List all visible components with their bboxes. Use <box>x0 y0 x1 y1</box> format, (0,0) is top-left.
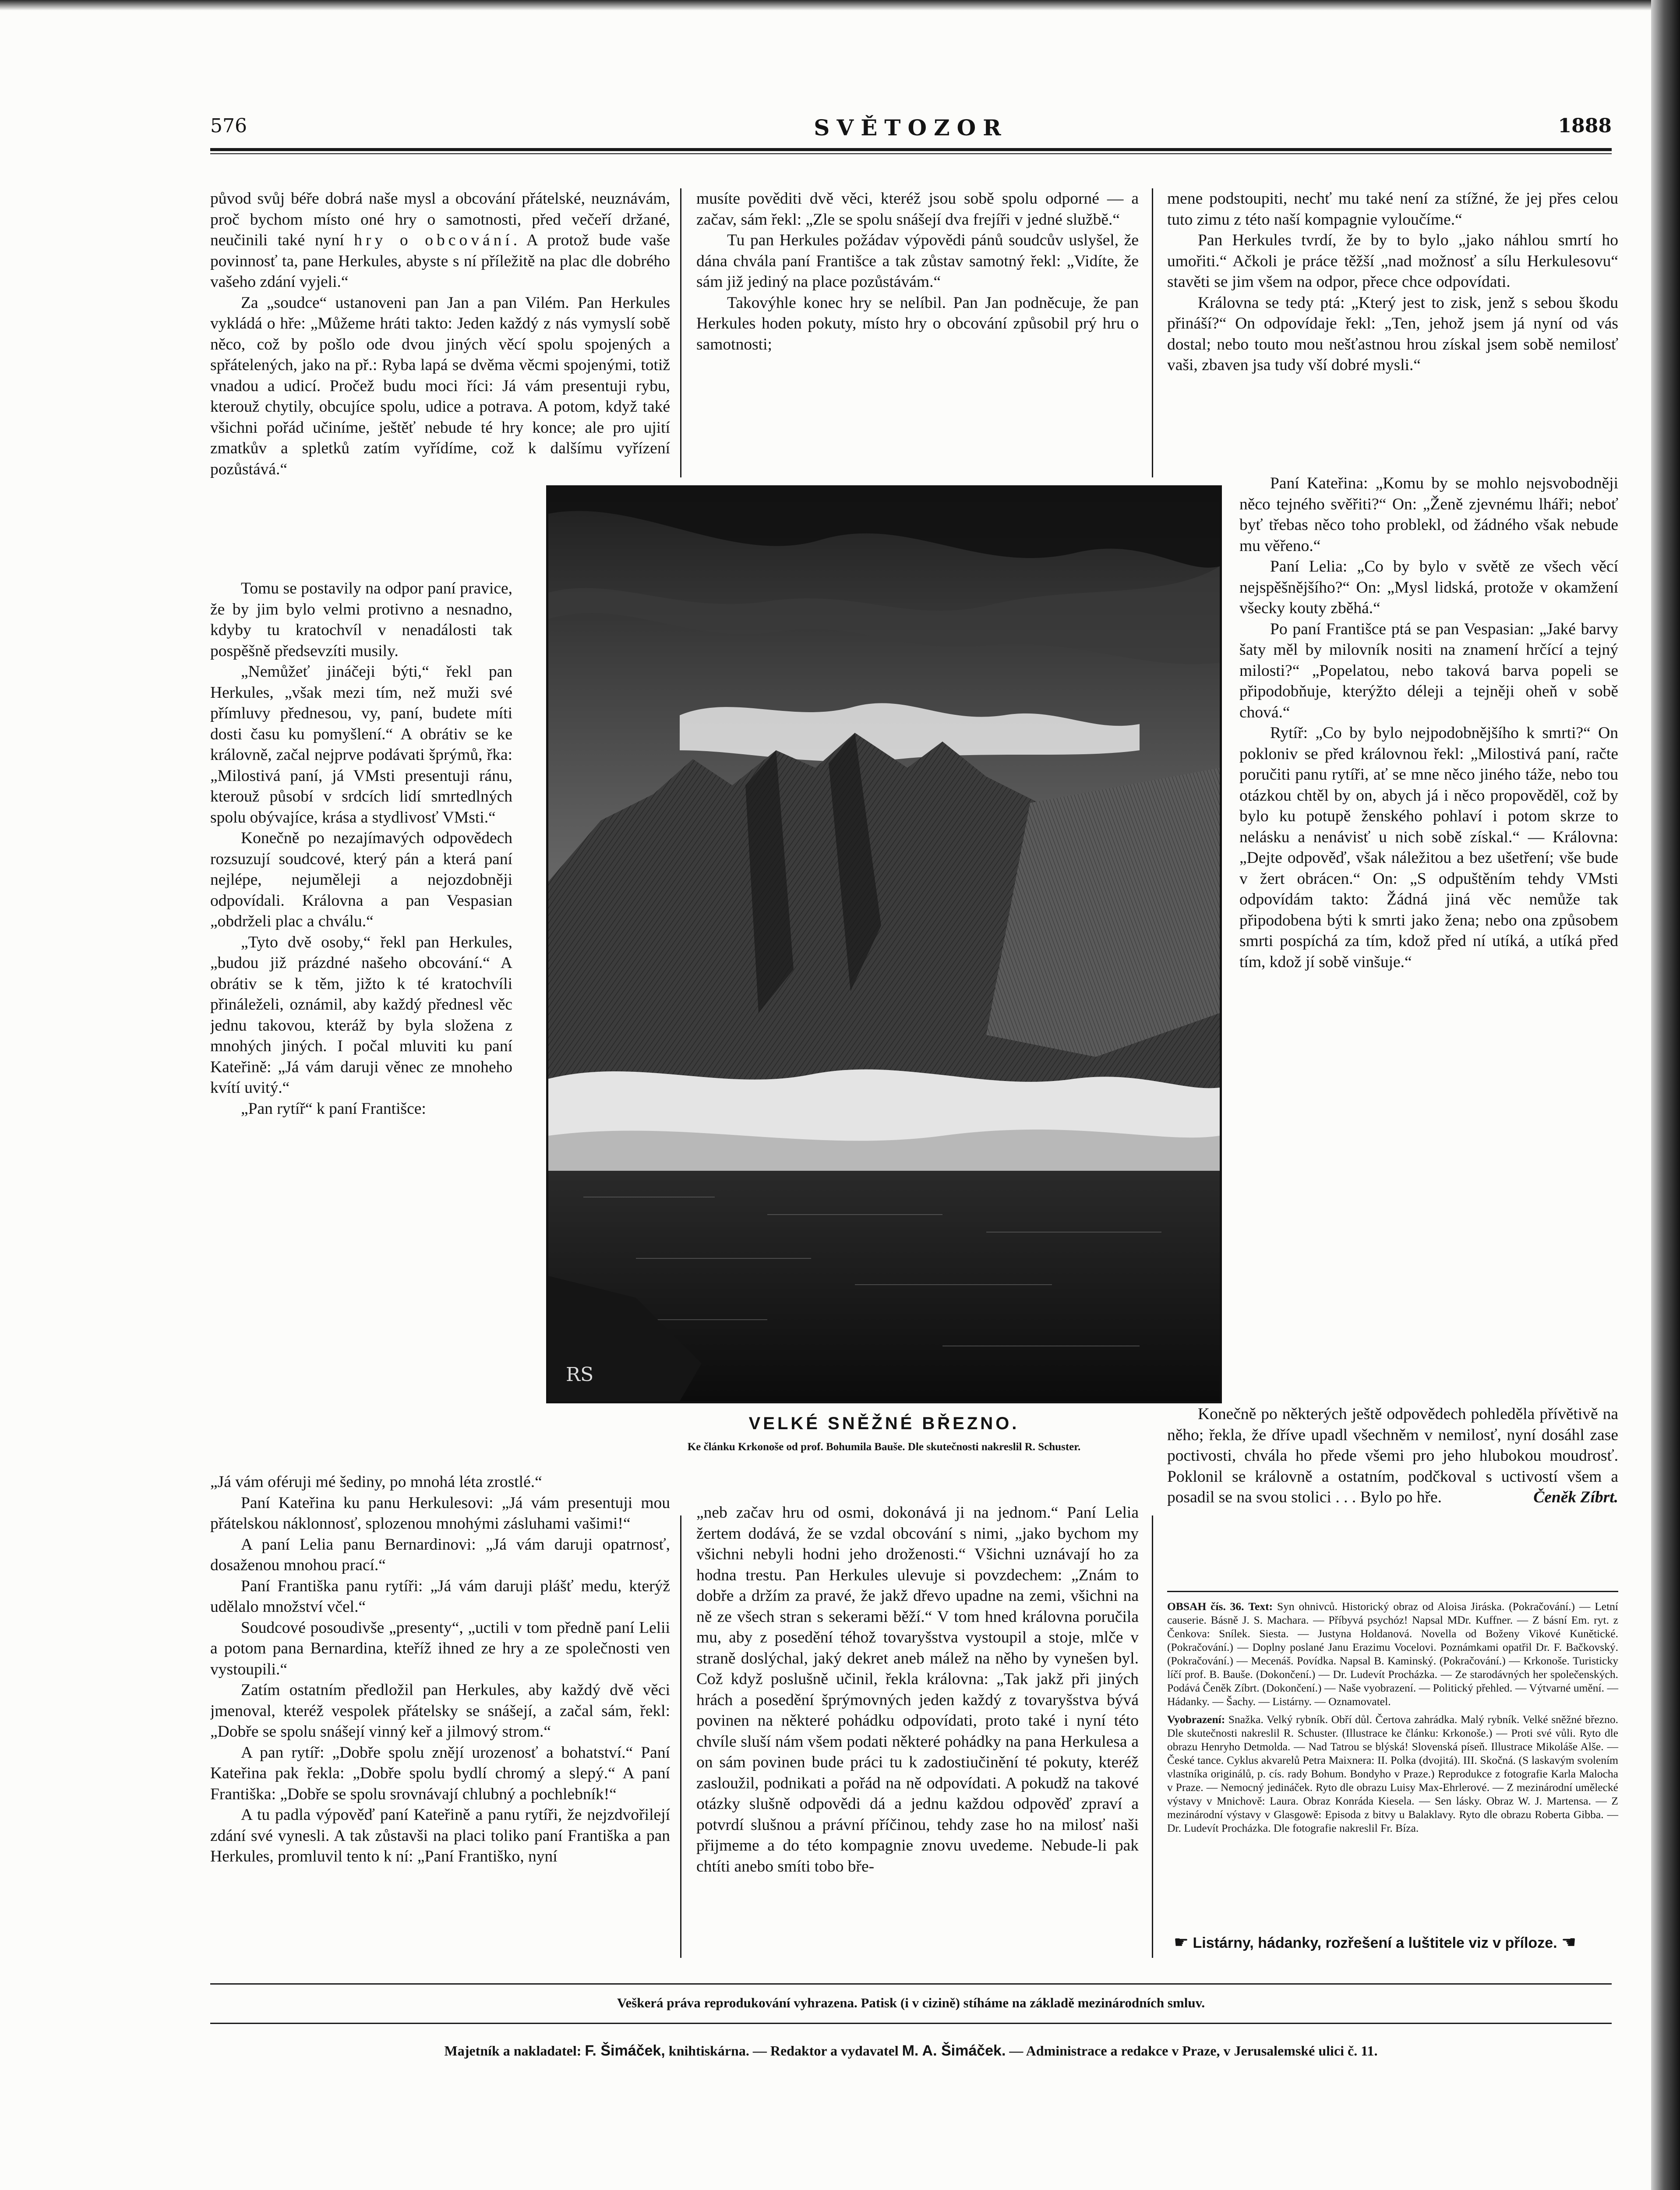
year-label: 1888 <box>1558 115 1612 137</box>
paragraph: mene podstoupiti, nechť mu také není za stížné, že jej přes celou tuto zimu z této naší kompagnie vyloučíme.“ <box>1167 190 1618 229</box>
paragraph: Tu pan Herkules požádav výpovědi pánů soudcův uslyšel, že dána chvála paní Františce a tak zůstav samotný řekl: „Vidíte, že sám již jediný na place pozůstávám.“ <box>696 231 1139 291</box>
column-3-lower <box>1167 1404 1618 1588</box>
paragraph: Paní Františka panu rytíři: „Já vám daruji plášť medu, kterýž udělalo množství včel.“ <box>210 1577 670 1616</box>
paragraph: Konečně po některých ještě odpovědech pohleděla přívětivě na něho; řekla, že dříve upadl všechněm v nemilosť, nyní dosáhl zase poctivosti, chvála ho přede všemi pro jeho hlubokou moudrosť. Poklonil se královně a ostatním, podčkoval s uctivostí všem a posadil se na svou stolici . . . Bylo po hře. Čeněk Zíbrt. <box>1167 1404 1618 1508</box>
supplement-note <box>1174 1932 1616 1953</box>
paragraph: Soudcové posoudivše „presenty“, „uctili v tom předně paní Lelii a potom pana Bernardina, kteříž ihned ze hry a ze společnosti ven vystoupili.“ <box>210 1618 670 1678</box>
paragraph: Zatím ostatním předložil pan Herkules, aby každý dvě věci jmenoval, kteréž vespolek přátelsky se snášejí, a začal sám, řekl: „Dobře se spolu snášejí vinný keř a jilmový strom.“ <box>210 1681 670 1741</box>
paragraph: Tomu se postavily na odpor paní pravice, že by jim bylo velmi protivno a nesnadno, kdyby tu kratochvíl v nenadálosti tak pospěšně předsevzíti musily. <box>210 579 512 660</box>
artist-monogram: RS <box>566 1363 594 1386</box>
column-1-lower <box>210 1472 670 1958</box>
column-divider <box>680 1515 681 1958</box>
imprint: Majetník a nakladatel: F. Šimáček, knihtiskárna. — Redaktor a vydavatel M. A. Šimáček. — Administrace a redakce v Praze, v Jerusalemské ulici č. 11. <box>444 2042 1378 2059</box>
contents-images: Vyobrazení: Snažka. Velký rybník. Obří důl. Čertova zahrádka. Malý rybník. Velké sněžné březno. Dle skutečnosti nakreslil R. Schuster. (Illustrace ke článku: Krkonoše.) — Proti své vůli. Ryto dle obrazu Henryho Detmolda. — Nad Tatrou se blýská! Slovenská píseň. Illustrace Mikoláše Alše. — České tance. Cyklus akvarelů Petra Maixnera: II. Polka (dvojitá). III. Skočná. (S laskavým svolením vlastníka originálů, p. cís. rady Bohum. Bondyho v Praze.) Reprodukce z fotografie Karla Malocha v Praze. — Nemocný jedináček. Ryto dle obrazu Luisy Max-Ehrlerové. — Z mezinárodní umělecké výstavy v Mnichově: Laura. Obraz Konráda Kiesela. — Sen lásky. Obraz W. J. Martensa. — Z mezinárodní výstavy v Glasgowě: Episoda z bitvy u Balaklavy. Ryto dle obrazu Roberta Gibba. — Dr. Ludevít Procházka. Dle fotografie nakreslil Fr. Bíza. <box>1167 1713 1618 1834</box>
paragraph: A pan rytíř: „Dobře spolu znějí urozenosť a bohatství.“ Paní Kateřina pak řekla: „Dobře spolu bydlí chromý a slepý.“ A paní Františka: „Dobře se spolu srovnávají chlubný a pochlebník!“ <box>210 1743 670 1803</box>
contents-text: OBSAH čís. 36. Text: Syn ohnivců. Historický obraz od Aloisa Jiráska. (Pokračování.) — Letní causerie. Básně J. S. Machara. — Příbyvá psychóz! Napsal MDr. Kuffner. — Z básní Em. ryt. z Čenkova: Snílek. Siesta. — Justyna Holdanová. Novella od Boženy Vikové Kunětické. (Pokračování.) — Doplny poslané Janu Erazimu Vocelovi. Poznámkami opatřil Dr. F. Bačkovský. (Pokračování.) — Mecenáš. Povídka. Napsal B. Kaminský. (Pokračování.) — Krkonoše. Turisticky líčí prof. B. Bauše. (Dokončení.) — Dr. Ludevít Procházka. — Ze starodávných her společenských. Podává Čeněk Zíbrt. (Dokončení.) — Naše vyobrazení. — Politický přehled. — Výtvarné umění. — Hádanky. — Šachy. — Listárny. — Oznamovatel. <box>1167 1600 1619 1708</box>
column-1-narrow <box>210 578 512 1476</box>
footer-rule <box>210 1983 1612 1985</box>
paragraph: původ svůj béře dobrá naše mysl a obcování přátelské, neuznávám, proč bychom místo oné hry o samotnosti, před večeří držané, neučinili také nyní hry o obcování. A protož bude vaše povinnosť ta, pane Herkules, abyste s ní příležitě na plac dle dobrého vašeho zdání vyjeli.“ <box>210 190 670 291</box>
illustration-frame <box>546 485 1222 1403</box>
paragraph: musíte pověditi dvě věci, kteréž jsou sobě spolu odporné — a začav, sám řekl: „Zle se spolu snášejí dva frejíři v jedné službě.“ <box>696 190 1139 229</box>
page-header <box>210 115 1612 145</box>
paragraph: Paní Lelia: „Co by bylo v světě ze všech věcí nejspěšnějšího?“ On: „Mysl lidská, protože v okamžení všecky kouty zběhá.“ <box>1239 558 1618 617</box>
paragraph: Konečně po nezajímavých odpovědech rozsuzují soudcové, který pán a která paní nejlépe, nejuměleji a nejozdobněji odpovídali. Královna a pan Vespasian „obdrželi plac a chválu.“ <box>210 829 512 930</box>
footer-rule <box>210 2023 1612 2024</box>
column-2-bottom <box>696 1502 1139 1962</box>
paragraph: „neb začav hru od osmi, dokonává ji na jednom.“ Paní Lelia žertem dodává, že se vzdal obcování s nimi, „jako bychom my všichni nebyli hodni jeho droženosti.“ Všichni uznávají ho za hodna trestu. Pan Herkules ulevuje si povzdechem: „Znám to dobře a držím za pravé, že jakž dřevo upadne na zemi, všichni na ně ze všech stran s sekerami běží.“ V tom hned královna poručila mu, aby z posedění téhož tovaryšstva vystoupil a stoje, mlče v straně doslýchal, jaký dekret aneb málež na něho by vynešen byl. Což když poslušně učinil, řekla královna: „Tak jakž při jiných hrách a posedění šprýmovných jeden každý z tovaryšstva bývá povinen na některé pohádku odpovídati, proto také i nyní této chvíle sluší nám všem podati některé pohádky na pana Herkulesa a on sám povinen bude práci tu k zadostiučinění té pokuty, kteréž zasloužil, podnikati a pořád na ně odpovídati. A pokudž na takové otázky slušně odpovědi dá a jednu každou odpověď zpraví a potvrdí slušnou a právní příčinou, tehdy zase ho na milosť naši přijmeme a do této kompagnie znovu uvedeme. Nebude-li pak chtíti anebo smíti tobo bře- <box>696 1504 1139 1876</box>
column-3-narrow <box>1239 473 1618 1402</box>
paragraph: „Já vám oféruji mé šediny, po mnohá léta zrostlé.“ <box>210 1473 542 1491</box>
supplement-note-text: Listárny, hádanky, rozřešení a luštitele viz v příloze. <box>1193 1935 1557 1951</box>
article-author: Čeněk Zíbrt. <box>1533 1488 1618 1506</box>
paragraph: A tu padla výpověď paní Kateřině a panu rytíři, že nejzdvořilejí zdání své vynesli. A tak zůstavši na placi toliko paní Františka a pan Herkules, promluvil tento k ní: „Paní Františko, nyní <box>210 1806 670 1865</box>
paragraph: A paní Lelia panu Bernardinovi: „Já vám daruji opatrnosť, dosaženou mnohou prací.“ <box>210 1535 670 1574</box>
illustration-caption-title: VELKÉ SNĚŽNÉ BŘEZNO. <box>748 1414 1020 1433</box>
paragraph: Takovýhle konec hry se nelíbil. Pan Jan podněcuje, že pan Herkules hoden pokuty, místo hry o obcování způsobil prý hru o samotnosti; <box>696 293 1139 353</box>
illustration-caption-credit: Ke článku Krkonoše od prof. Bohumila Bauše. Dle skutečnosti nakreslil R. Schuster. <box>687 1441 1081 1453</box>
paragraph: „Pan rytíř“ k paní Františce: <box>241 1099 426 1118</box>
paragraph: „Nemůžeť jináčeji býti,“ řekl pan Herkules, „však mezi tím, než muži své přímluvy přednesou, vy, paní, budete míti dosti času ku pomyšlení.“ A obrátiv se ke královně, začal nejprve podávati šprýmů, řka: „Milostivá paní, já VMsti presentuji ránu, kterouž působí v srdcích lidí smrtedlných spolu obývajíce, krása a stydlivosť VMsti.“ <box>210 663 512 827</box>
paragraph: Po paní Františce ptá se pan Vespasian: „Jaké barvy šaty měl by milovník nositi na znamení hrčící a tejný milosti?“ „Popelatou, nebo taková barva popeli se připodobňuje, kterýžto déleji a tejněji oheň v sobě chová.“ <box>1239 620 1618 721</box>
column-divider <box>1152 1515 1153 1958</box>
rights-notice: Veškerá práva reprodukování vyhrazena. Patisk (i v cizině) stíháme na základě mezinárodních smluv. <box>617 1995 1205 2010</box>
column-divider <box>1152 188 1153 477</box>
pointing-hand-icon: ☛ <box>1174 1933 1189 1952</box>
column-3-top <box>1167 188 1618 473</box>
section-rule <box>1167 1591 1618 1592</box>
paragraph: Paní Kateřina: „Komu by se mohlo nejsvobodněji něco tejného svěřiti?“ On: „Ženě zjevnému lháři; neboť byť třebas něco toho problekl, od žádného však nebude mu věřeno.“ <box>1239 474 1618 555</box>
pointing-hand-icon: ☚ <box>1561 1933 1577 1952</box>
header-rule-thin <box>210 153 1612 154</box>
paragraph: Paní Kateřina ku panu Herkulesovi: „Já vám presentuji mou přátelskou náklonnosť, splozenou mnohými zásluhami vašimi!“ <box>210 1494 670 1533</box>
column-1 <box>210 188 670 480</box>
page-number: 576 <box>210 115 247 137</box>
masthead-title: SVĚTOZOR <box>814 115 1008 141</box>
column-2-top <box>696 188 1139 469</box>
paragraph: Rytíř: „Co by bylo nejpodobnějšího k smrti?“ On pokloniv se před královnou řekl: „Milostivá paní, račte poručiti panu rytíři, ať se mne něco jiného táže, nebo tou otázkou chtěl by on, abych já i něco propověděl, což by bylo ku potupě ženského pohlaví i potom skrze to nelásku a nenávisť u nich sobě získal.“ — Královna: „Dejte odpověď, však náležitou a bez ušetření; vše bude v žert obrácen.“ On: „S odpuštěním tehdy VMsti odpovídám takto: Žádná jiná věc nemůže tak připodobena býti k smrti jako žena; nebo ona způsobem smrti pospíchá za tím, kdož před ní utíká, a utíká před tím, kdož jí sobě vinšuje.“ <box>1239 724 1618 971</box>
mountain-lake-engraving <box>548 487 1220 1401</box>
page-scan-right-edge <box>1651 0 1680 2190</box>
column-divider <box>680 188 681 477</box>
header-rule <box>210 148 1612 151</box>
paragraph: Za „soudce“ ustanoveni pan Jan a pan Vilém. Pan Herkules vykládá o hře: „Můžeme hráti takto: Jeden každý z nás vymyslí sobě něco, což by pošlo ode dvou jiných věcí spolu spojených a spřátelených, jako na př.: Ryba lapá se dvěma věcmi spojenými, totiž vnadou a udicí. Pročež budu moci říci: Já vám presentuji rybu, kterouž chytily, obcujíce spolu, udice a potrava. A potom, když také všichni pořád učiníme, ještěť nebude té hry konce; ale pro ujití zmatkův a spletků zatím vyřídíme, což k dalšímu vyřízení pozůstává.“ <box>210 293 670 478</box>
paragraph: „Tyto dvě osoby,“ řekl pan Herkules, „budou již prázdné našeho obcování.“ A obrátiv se k těm, jižto k té kratochvíli přináleželi, oznámil, aby každý přednesl věc jednu takovou, kteráž by byla složena z mnohých jiných. I počal mluviti ku paní Kateřině: „Já vám daruji věnec ze mnoheho kvítí uvitý.“ <box>210 933 512 1097</box>
paragraph: Královna se tedy ptá: „Který jest to zisk, jenž s sebou škodu přináší?“ On odpovídaje řekl: „Ten, jehož jsem já nyní od vás dostal; nebo touto mou nešťastnou hrou získal jsem sobě nemilosť vaši, zbaven jsa tudy vší dobré mysli.“ <box>1167 293 1618 374</box>
issue-contents <box>1167 1600 1618 1839</box>
paragraph: Pan Herkules tvrdí, že by to bylo „jako náhlou smrtí ho umořiti.“ Ačkoli je práce těžší „nad možnosť a sílu Herkulesovu“ stavěti se jim všem na odpor, přece chce odpovídati. <box>1167 231 1618 291</box>
page-scan-top-edge <box>0 0 1680 11</box>
